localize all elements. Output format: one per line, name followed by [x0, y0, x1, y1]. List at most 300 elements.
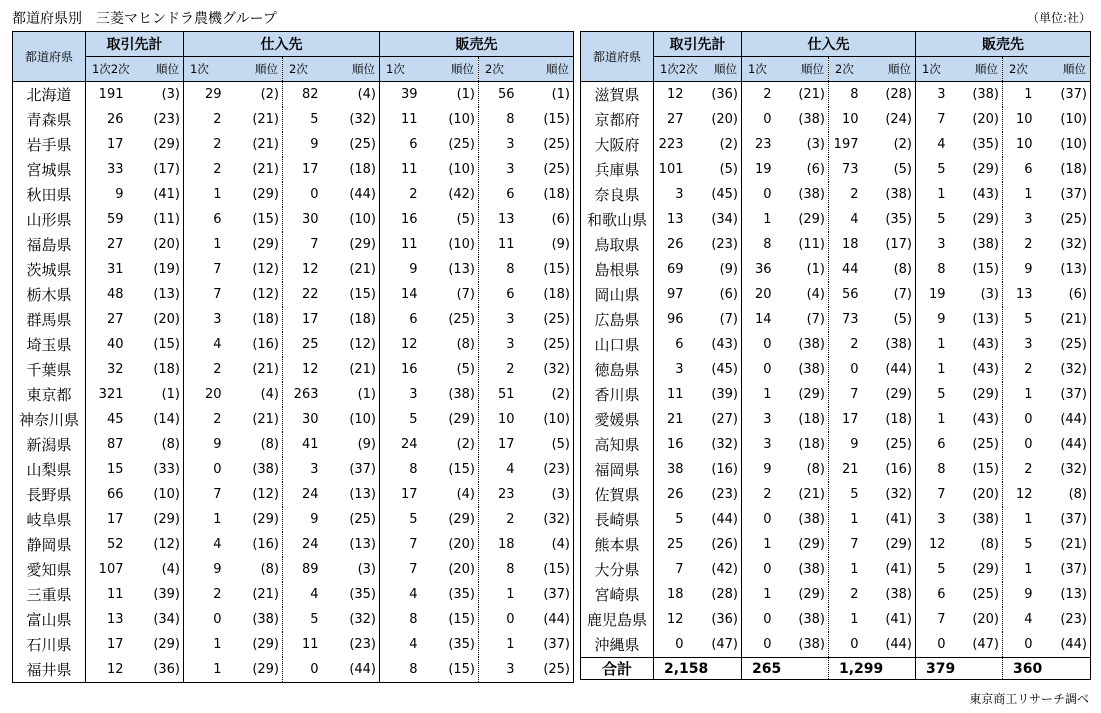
- cell-customer-tier2-rank: (37): [1060, 512, 1087, 527]
- table-row: [13, 332, 574, 357]
- cell-customer-tier1-rank: (5): [456, 362, 475, 377]
- header-customers: 販売先: [380, 32, 574, 57]
- table-row: [13, 582, 574, 607]
- cell-total: 13: [86, 607, 138, 632]
- cell-total-rank: (20): [153, 237, 180, 252]
- cell-total: 7: [654, 557, 698, 582]
- cell-customer-tier1: 16: [380, 357, 432, 382]
- table-body-left: [13, 82, 574, 683]
- subheader-rank: 順位: [1047, 57, 1091, 82]
- cell-customer-tier1-rank: (15): [448, 462, 475, 477]
- cell-customer-tier1-rank: (25): [972, 587, 999, 602]
- subheader-rank: 順位: [333, 57, 380, 82]
- cell-customer-tier1-rank: (20): [972, 487, 999, 502]
- cell-supplier-tier2-rank: (15): [349, 287, 376, 302]
- cell-prefecture: 宮城県: [13, 157, 86, 182]
- cell-customer-tier2: 0: [1003, 432, 1047, 457]
- cell-customer-tier2: 5: [1003, 307, 1047, 332]
- cell-supplier-tier1: 8: [742, 232, 786, 257]
- cell-supplier-tier2-rank: (23): [349, 637, 376, 652]
- cell-total: 223: [654, 132, 698, 157]
- cell-total-rank: (45): [711, 187, 738, 202]
- table-row: [581, 607, 1091, 632]
- cell-total-rank: (42): [711, 562, 738, 577]
- cell-total: 52: [86, 532, 138, 557]
- cell-supplier-tier1: 1: [742, 382, 786, 407]
- cell-customer-tier1-rank: (35): [448, 637, 475, 652]
- cell-supplier-tier2-rank: (44): [885, 362, 912, 377]
- cell-total: 0: [654, 632, 698, 658]
- subheader-tier1: 1次: [184, 57, 236, 82]
- cell-customer-tier1: 17: [380, 482, 432, 507]
- cell-customer-tier1-rank: (8): [980, 537, 999, 552]
- cell-customer-tier2: 1: [479, 582, 529, 607]
- cell-customer-tier1: 24: [380, 432, 432, 457]
- cell-prefecture: 岩手県: [13, 132, 86, 157]
- cell-supplier-tier1-rank: (38): [798, 337, 825, 352]
- cell-customer-tier2-rank: (44): [1060, 412, 1087, 427]
- cell-customer-tier2-rank: (32): [1060, 362, 1087, 377]
- table-row: [581, 157, 1091, 182]
- cell-supplier-tier2: 89: [283, 557, 333, 582]
- table-row: [13, 382, 574, 407]
- cell-supplier-tier1-rank: (38): [252, 462, 279, 477]
- subheader-rank: 順位: [236, 57, 283, 82]
- cell-supplier-tier1: 4: [184, 532, 236, 557]
- cell-customer-tier2-rank: (10): [543, 412, 570, 427]
- cell-customer-tier1-rank: (1): [456, 87, 475, 102]
- cell-customer-tier1-rank: (29): [448, 412, 475, 427]
- cell-customer-tier2-rank: (4): [551, 537, 570, 552]
- cell-total: 32: [86, 357, 138, 382]
- cell-supplier-tier2: 21: [829, 457, 873, 482]
- cell-total-rank: (2): [719, 137, 738, 152]
- cell-customer-tier1: 4: [380, 632, 432, 657]
- cell-supplier-tier1: 19: [742, 157, 786, 182]
- table-row: [581, 507, 1091, 532]
- table-row: [13, 532, 574, 557]
- cell-supplier-tier1-rank: (21): [252, 362, 279, 377]
- cell-customer-tier2-rank: (32): [1060, 237, 1087, 252]
- cell-supplier-tier1-rank: (15): [252, 212, 279, 227]
- cell-customer-tier2-rank: (15): [543, 562, 570, 577]
- cell-supplier-tier2: 0: [283, 657, 333, 683]
- cell-supplier-tier2: 4: [829, 207, 873, 232]
- cell-supplier-tier1: 0: [742, 332, 786, 357]
- cell-supplier-tier2: 12: [283, 357, 333, 382]
- cell-customer-tier1: 8: [380, 607, 432, 632]
- cell-customer-tier2-rank: (18): [1060, 162, 1087, 177]
- cell-customer-tier1: 5: [916, 157, 960, 182]
- cell-supplier-tier1-rank: (29): [798, 387, 825, 402]
- cell-customer-tier2: 11: [479, 232, 529, 257]
- cell-customer-tier1-rank: (15): [972, 462, 999, 477]
- cell-customer-tier2: 3: [1003, 207, 1047, 232]
- cell-supplier-tier1: 0: [742, 107, 786, 132]
- cell-customer-tier2: 3: [1003, 332, 1047, 357]
- table-row: [13, 557, 574, 582]
- cell-customer-tier2: 12: [1003, 482, 1047, 507]
- cell-supplier-tier2: 2: [829, 582, 873, 607]
- cell-total: 97: [654, 282, 698, 307]
- cell-supplier-tier1: 2: [184, 157, 236, 182]
- cell-customer-tier2: 10: [1003, 107, 1047, 132]
- cell-prefecture: 愛媛県: [581, 407, 654, 432]
- cell-supplier-tier2: 8: [829, 82, 873, 108]
- cell-total: 107: [86, 557, 138, 582]
- totals-row: [581, 658, 1091, 680]
- table-row: [581, 582, 1091, 607]
- cell-prefecture: 福島県: [13, 232, 86, 257]
- cell-prefecture: 京都府: [581, 107, 654, 132]
- cell-supplier-tier2-rank: (16): [885, 462, 912, 477]
- cell-customer-tier1: 6: [916, 432, 960, 457]
- cell-supplier-tier1-rank: (2): [260, 87, 279, 102]
- cell-supplier-tier2: 25: [283, 332, 333, 357]
- cell-supplier-tier1: 3: [184, 307, 236, 332]
- cell-customer-tier1: 7: [380, 532, 432, 557]
- cell-customer-tier1: 1: [916, 357, 960, 382]
- cell-customer-tier2: 2: [1003, 457, 1047, 482]
- totals-total: 2,158: [654, 658, 742, 680]
- cell-total: 18: [654, 582, 698, 607]
- cell-customer-tier1-rank: (42): [448, 187, 475, 202]
- cell-supplier-tier2-rank: (13): [349, 487, 376, 502]
- cell-supplier-tier2-rank: (29): [885, 537, 912, 552]
- cell-customer-tier1-rank: (25): [448, 137, 475, 152]
- cell-prefecture: 沖縄県: [581, 632, 654, 658]
- cell-customer-tier2: 2: [1003, 357, 1047, 382]
- cell-supplier-tier2-rank: (38): [885, 337, 912, 352]
- cell-supplier-tier2: 73: [829, 157, 873, 182]
- cell-total-rank: (12): [153, 537, 180, 552]
- cell-supplier-tier1-rank: (29): [252, 512, 279, 527]
- prefecture-table-right: [580, 31, 1091, 680]
- cell-customer-tier2-rank: (32): [543, 512, 570, 527]
- cell-supplier-tier2: 18: [829, 232, 873, 257]
- cell-supplier-tier2: 7: [829, 532, 873, 557]
- cell-supplier-tier2-rank: (32): [885, 487, 912, 502]
- cell-customer-tier2: 1: [479, 632, 529, 657]
- cell-customer-tier2-rank: (6): [551, 212, 570, 227]
- cell-total-rank: (39): [711, 387, 738, 402]
- table-row: [581, 457, 1091, 482]
- cell-customer-tier2-rank: (44): [1060, 437, 1087, 452]
- cell-customer-tier2: 10: [1003, 132, 1047, 157]
- table-row: [13, 307, 574, 332]
- cell-total-rank: (34): [153, 612, 180, 627]
- cell-total: 26: [654, 232, 698, 257]
- cell-supplier-tier1-rank: (38): [798, 637, 825, 652]
- cell-prefecture: 滋賀県: [581, 82, 654, 108]
- cell-prefecture: 静岡県: [13, 532, 86, 557]
- cell-customer-tier1: 5: [916, 382, 960, 407]
- cell-total: 45: [86, 407, 138, 432]
- cell-supplier-tier2: 0: [829, 632, 873, 658]
- cell-supplier-tier1-rank: (29): [798, 587, 825, 602]
- cell-supplier-tier1-rank: (21): [252, 137, 279, 152]
- cell-prefecture: 山口県: [581, 332, 654, 357]
- unit-note: （単位:社）: [1026, 11, 1091, 25]
- cell-customer-tier1-rank: (2): [456, 437, 475, 452]
- cell-total-rank: (20): [711, 112, 738, 127]
- totals-supplier-tier1: 265: [742, 658, 829, 680]
- cell-supplier-tier1-rank: (4): [260, 387, 279, 402]
- cell-prefecture: 鳥取県: [581, 232, 654, 257]
- cell-supplier-tier2: 24: [283, 482, 333, 507]
- cell-total: 59: [86, 207, 138, 232]
- cell-supplier-tier1: 2: [184, 407, 236, 432]
- cell-customer-tier1: 16: [380, 207, 432, 232]
- cell-supplier-tier1: 2: [184, 107, 236, 132]
- cell-supplier-tier2-rank: (25): [349, 137, 376, 152]
- cell-customer-tier2-rank: (37): [1060, 187, 1087, 202]
- cell-supplier-tier1-rank: (12): [252, 287, 279, 302]
- cell-customer-tier1: 11: [380, 107, 432, 132]
- cell-total: 17: [86, 507, 138, 532]
- cell-total-rank: (8): [161, 437, 180, 452]
- cell-prefecture: 宮崎県: [581, 582, 654, 607]
- cell-prefecture: 栃木県: [13, 282, 86, 307]
- cell-customer-tier2-rank: (25): [1060, 212, 1087, 227]
- cell-customer-tier1: 2: [380, 182, 432, 207]
- cell-total: 12: [654, 607, 698, 632]
- cell-supplier-tier2: 263: [283, 382, 333, 407]
- table-row: [13, 107, 574, 132]
- cell-customer-tier2: 56: [479, 82, 529, 108]
- cell-customer-tier1-rank: (13): [448, 262, 475, 277]
- cell-supplier-tier2: 5: [829, 482, 873, 507]
- cell-prefecture: 福岡県: [581, 457, 654, 482]
- cell-customer-tier2: 3: [479, 307, 529, 332]
- cell-customer-tier2: 13: [479, 207, 529, 232]
- cell-total-rank: (20): [153, 312, 180, 327]
- cell-customer-tier2-rank: (6): [1068, 287, 1087, 302]
- cell-total-rank: (32): [711, 437, 738, 452]
- cell-supplier-tier2-rank: (5): [893, 162, 912, 177]
- cell-supplier-tier2: 2: [829, 182, 873, 207]
- cell-prefecture: 和歌山県: [581, 207, 654, 232]
- cell-customer-tier2-rank: (25): [1060, 337, 1087, 352]
- cell-total: 33: [86, 157, 138, 182]
- cell-total: 96: [654, 307, 698, 332]
- cell-total-rank: (15): [153, 337, 180, 352]
- cell-supplier-tier2: 9: [283, 132, 333, 157]
- cell-customer-tier2-rank: (3): [551, 487, 570, 502]
- header-prefecture: 都道府県: [581, 32, 654, 82]
- cell-customer-tier1-rank: (15): [448, 612, 475, 627]
- cell-customer-tier2: 9: [1003, 582, 1047, 607]
- cell-total: 40: [86, 332, 138, 357]
- cell-total: 87: [86, 432, 138, 457]
- cell-customer-tier2: 2: [479, 507, 529, 532]
- table-row: [13, 632, 574, 657]
- cell-supplier-tier2-rank: (41): [885, 612, 912, 627]
- cell-customer-tier1-rank: (10): [448, 112, 475, 127]
- cell-customer-tier1-rank: (20): [448, 537, 475, 552]
- cell-supplier-tier2: 0: [829, 357, 873, 382]
- cell-customer-tier2: 3: [479, 157, 529, 182]
- table-row: [13, 257, 574, 282]
- cell-prefecture: 群馬県: [13, 307, 86, 332]
- cell-customer-tier1-rank: (25): [972, 437, 999, 452]
- subheader-rank: 順位: [529, 57, 574, 82]
- cell-supplier-tier1: 2: [742, 482, 786, 507]
- cell-customer-tier2: 51: [479, 382, 529, 407]
- cell-customer-tier1-rank: (5): [456, 212, 475, 227]
- cell-customer-tier2-rank: (8): [1068, 487, 1087, 502]
- cell-prefecture: 熊本県: [581, 532, 654, 557]
- cell-customer-tier1: 11: [380, 232, 432, 257]
- cell-supplier-tier1-rank: (38): [798, 612, 825, 627]
- table-row: [13, 132, 574, 157]
- cell-customer-tier1: 0: [916, 632, 960, 658]
- cell-supplier-tier2-rank: (25): [349, 512, 376, 527]
- cell-supplier-tier1: 0: [742, 557, 786, 582]
- cell-customer-tier1-rank: (20): [448, 562, 475, 577]
- cell-supplier-tier1: 23: [742, 132, 786, 157]
- cell-supplier-tier2-rank: (3): [357, 562, 376, 577]
- cell-customer-tier1-rank: (20): [972, 612, 999, 627]
- cell-supplier-tier1: 7: [184, 282, 236, 307]
- cell-supplier-tier1-rank: (38): [252, 612, 279, 627]
- cell-supplier-tier1: 0: [742, 182, 786, 207]
- cell-supplier-tier2: 17: [283, 307, 333, 332]
- cell-total-rank: (3): [161, 87, 180, 102]
- cell-supplier-tier2: 10: [829, 107, 873, 132]
- table-row: [581, 232, 1091, 257]
- cell-supplier-tier1-rank: (21): [798, 87, 825, 102]
- cell-supplier-tier2-rank: (13): [349, 537, 376, 552]
- cell-prefecture: 長野県: [13, 482, 86, 507]
- cell-customer-tier2-rank: (21): [1060, 537, 1087, 552]
- cell-supplier-tier2-rank: (9): [357, 437, 376, 452]
- cell-customer-tier2: 0: [1003, 632, 1047, 658]
- cell-supplier-tier2-rank: (29): [885, 387, 912, 402]
- table-row: [581, 557, 1091, 582]
- cell-prefecture: 茨城県: [13, 257, 86, 282]
- table-row: [13, 507, 574, 532]
- cell-total: 69: [654, 257, 698, 282]
- cell-supplier-tier1-rank: (29): [798, 537, 825, 552]
- cell-supplier-tier2: 56: [829, 282, 873, 307]
- cell-total-rank: (27): [711, 412, 738, 427]
- cell-prefecture: 長崎県: [581, 507, 654, 532]
- cell-customer-tier1: 5: [916, 207, 960, 232]
- cell-customer-tier1-rank: (29): [972, 387, 999, 402]
- cell-customer-tier2-rank: (13): [1060, 262, 1087, 277]
- cell-supplier-tier2-rank: (44): [349, 187, 376, 202]
- table-row: [13, 207, 574, 232]
- cell-total: 12: [86, 657, 138, 683]
- cell-supplier-tier2-rank: (7): [893, 287, 912, 302]
- cell-supplier-tier2-rank: (32): [349, 112, 376, 127]
- cell-supplier-tier1: 7: [184, 257, 236, 282]
- cell-supplier-tier1: 1: [184, 657, 236, 683]
- cell-customer-tier2: 6: [479, 182, 529, 207]
- cell-prefecture: 秋田県: [13, 182, 86, 207]
- cell-supplier-tier1: 1: [184, 632, 236, 657]
- cell-customer-tier1: 3: [916, 82, 960, 108]
- subheader-tier1: 1次: [742, 57, 786, 82]
- cell-total: 31: [86, 257, 138, 282]
- subheader-tier2: 2次: [829, 57, 873, 82]
- cell-total-rank: (4): [161, 562, 180, 577]
- cell-customer-tier1: 8: [916, 257, 960, 282]
- cell-total: 101: [654, 157, 698, 182]
- prefecture-table-left: [12, 31, 574, 683]
- cell-customer-tier2-rank: (44): [1060, 637, 1087, 652]
- cell-supplier-tier2: 5: [283, 107, 333, 132]
- cell-prefecture: 山梨県: [13, 457, 86, 482]
- cell-total-rank: (34): [711, 212, 738, 227]
- cell-total-rank: (6): [719, 287, 738, 302]
- cell-supplier-tier1: 9: [742, 457, 786, 482]
- subheader-tier12: 1次2次: [654, 57, 698, 82]
- cell-total-rank: (41): [153, 187, 180, 202]
- cell-supplier-tier2-rank: (12): [349, 337, 376, 352]
- cell-customer-tier2-rank: (21): [1060, 312, 1087, 327]
- table-row: [581, 307, 1091, 332]
- cell-customer-tier2: 10: [479, 407, 529, 432]
- header-prefecture: 都道府県: [13, 32, 86, 82]
- cell-supplier-tier2-rank: (21): [349, 362, 376, 377]
- table-row: [581, 332, 1091, 357]
- cell-supplier-tier1-rank: (21): [798, 487, 825, 502]
- cell-prefecture: 福井県: [13, 657, 86, 683]
- cell-customer-tier2-rank: (5): [551, 437, 570, 452]
- cell-customer-tier1-rank: (8): [456, 337, 475, 352]
- cell-customer-tier2: 0: [479, 607, 529, 632]
- table-row: [581, 282, 1091, 307]
- cell-customer-tier2: 4: [479, 457, 529, 482]
- cell-total-rank: (29): [153, 637, 180, 652]
- cell-customer-tier1: 1: [916, 182, 960, 207]
- cell-supplier-tier1-rank: (11): [798, 237, 825, 252]
- cell-total: 12: [654, 82, 698, 108]
- cell-customer-tier2: 17: [479, 432, 529, 457]
- cell-total-rank: (39): [153, 587, 180, 602]
- cell-customer-tier1-rank: (43): [972, 187, 999, 202]
- cell-supplier-tier2: 9: [829, 432, 873, 457]
- cell-supplier-tier1: 3: [742, 407, 786, 432]
- header-total: 取引先計: [654, 32, 742, 57]
- cell-total-rank: (45): [711, 362, 738, 377]
- cell-customer-tier2: 18: [479, 532, 529, 557]
- table-row: [13, 82, 574, 108]
- cell-total-rank: (23): [711, 237, 738, 252]
- page-title: 都道府県別 三菱マヒンドラ農機グループ: [12, 11, 277, 27]
- cell-customer-tier1: 6: [380, 132, 432, 157]
- cell-supplier-tier1-rank: (7): [806, 312, 825, 327]
- cell-total: 321: [86, 382, 138, 407]
- cell-customer-tier1: 7: [916, 482, 960, 507]
- cell-customer-tier2-rank: (1): [551, 87, 570, 102]
- cell-prefecture: 東京都: [13, 382, 86, 407]
- cell-total: 13: [654, 207, 698, 232]
- table-row: [581, 257, 1091, 282]
- cell-supplier-tier1-rank: (18): [252, 312, 279, 327]
- cell-supplier-tier1-rank: (38): [798, 362, 825, 377]
- table-row: [581, 382, 1091, 407]
- cell-total: 25: [654, 532, 698, 557]
- cell-customer-tier2: 1: [1003, 82, 1047, 108]
- cell-supplier-tier2: 197: [829, 132, 873, 157]
- subheader-tier1: 1次: [916, 57, 960, 82]
- cell-supplier-tier1: 0: [742, 607, 786, 632]
- subheader-rank: 順位: [960, 57, 1003, 82]
- subheader-tier2: 2次: [283, 57, 333, 82]
